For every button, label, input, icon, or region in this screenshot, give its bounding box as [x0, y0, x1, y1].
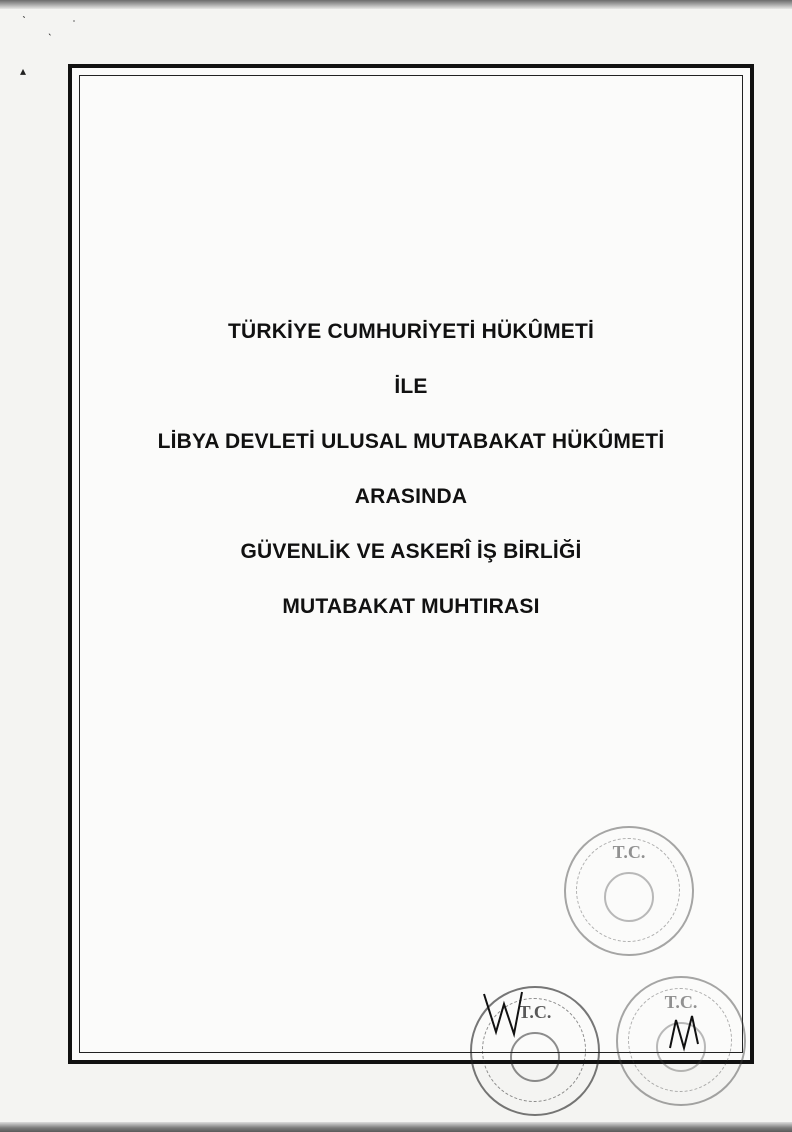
title-line-2: İLE	[394, 375, 428, 398]
title-line-4: ARASINDA	[354, 485, 468, 508]
title-line-3: LİBYA DEVLETİ ULUSAL MUTABAKAT HÜKÛMETİ	[157, 430, 665, 453]
scan-speck: ˋ	[22, 14, 26, 28]
scan-speck: ˈ	[72, 18, 76, 32]
title-line-6: MUTABAKAT MUHTIRASI	[282, 595, 540, 618]
title-line-5: GÜVENLİK VE ASKERÎ İŞ BİRLİĞİ	[240, 540, 582, 563]
document-title	[72, 320, 750, 650]
official-seal-stamp: T.C.	[616, 976, 746, 1106]
scan-edge-bottom	[0, 1122, 792, 1132]
scan-speck: ▴	[20, 64, 27, 78]
official-seal-stamp: T.C.	[470, 986, 600, 1116]
official-seal-stamp: T.C.	[564, 826, 694, 956]
signature-initial	[474, 984, 534, 1044]
scan-speck: ˎ	[48, 22, 52, 36]
title-line-1: TÜRKİYE CUMHURİYETİ HÜKÛMETİ	[227, 320, 595, 343]
scan-edge-top	[0, 0, 792, 9]
signature-initial	[664, 1008, 704, 1058]
